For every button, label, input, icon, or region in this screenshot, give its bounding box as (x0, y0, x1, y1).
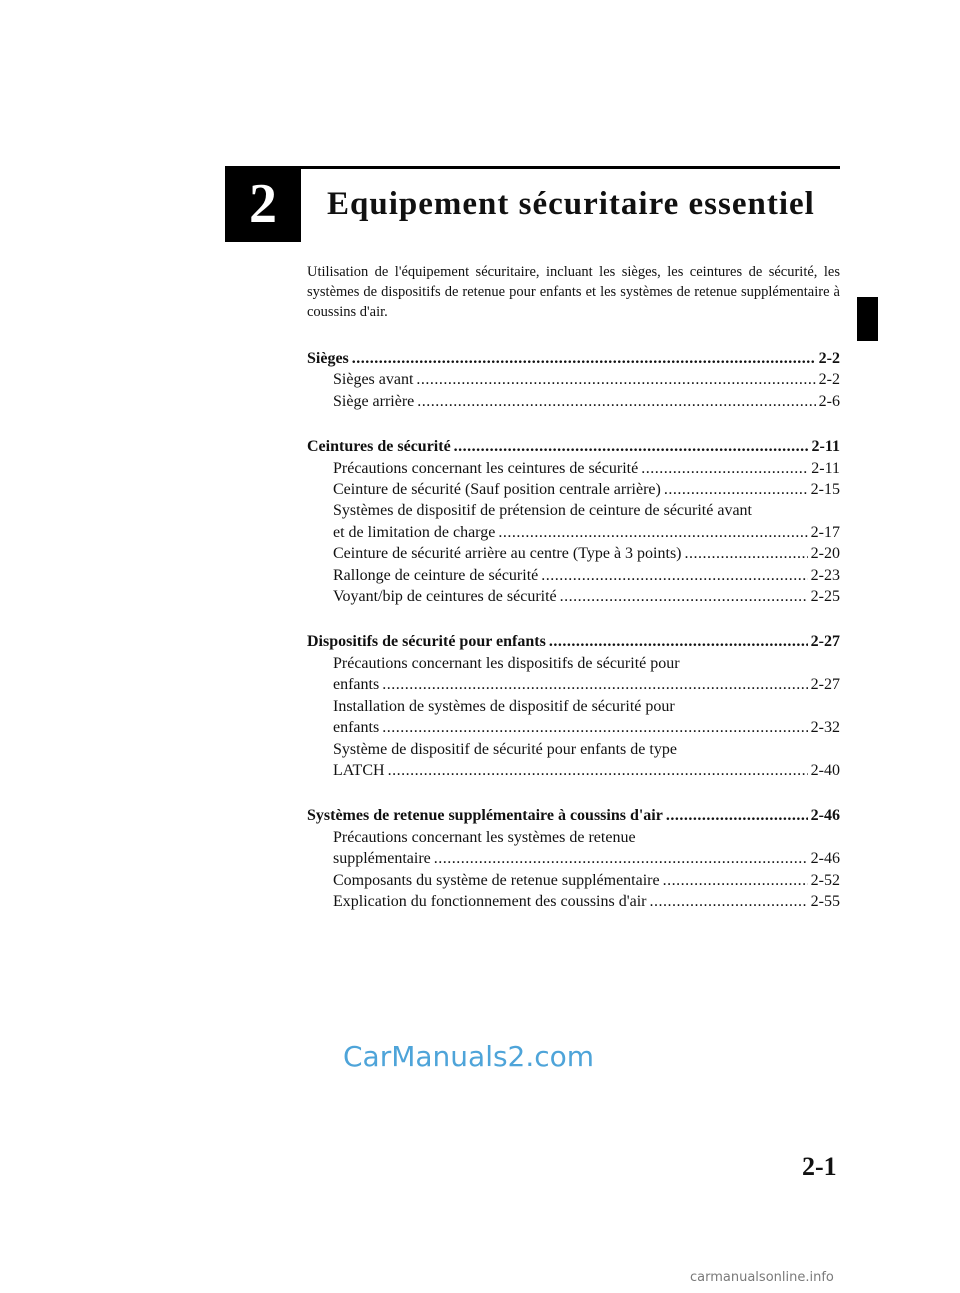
toc-entry-page: 2-2 (818, 350, 840, 367)
toc-entry-page: 2-2 (818, 371, 840, 389)
toc-entry-page: 2-32 (810, 719, 840, 737)
toc-entry-title: Ceinture de sécurité (Sauf position centrale arrière) (333, 481, 661, 499)
chapter-number: 2 (249, 173, 277, 235)
toc-entry-page: 2-23 (810, 566, 840, 584)
toc-leader (416, 369, 815, 390)
toc-entry-title: Précautions concernant les ceintures de sécurité (333, 459, 639, 477)
table-of-contents (307, 348, 840, 936)
toc-leader (382, 674, 807, 695)
toc-entry-page: 2-40 (810, 761, 840, 779)
toc-entry-page: 2-17 (810, 523, 840, 541)
toc-entry-title: Explication du fonctionnement des coussins d'air (333, 892, 647, 910)
toc-leader (382, 717, 807, 738)
toc-entry[interactable] (307, 479, 840, 500)
toc-entry[interactable] (307, 543, 840, 564)
toc-entry[interactable] (307, 436, 840, 457)
toc-entry-title: et de limitation de charge (333, 523, 496, 541)
toc-entry-page: 2-20 (810, 545, 840, 563)
toc-leader (560, 586, 808, 607)
toc-entry[interactable] (307, 348, 840, 369)
toc-leader (541, 565, 807, 586)
toc-leader (666, 805, 808, 826)
toc-leader (434, 848, 808, 869)
toc-entry-title-line1[interactable]: Précautions concernant les systèmes de retenue (333, 828, 636, 846)
header-rule (225, 166, 840, 169)
toc-entry-page: 2-55 (810, 892, 840, 910)
toc-entry-title: supplémentaire (333, 850, 431, 868)
toc-entry-title: Ceinture de sécurité arrière au centre (Type à 3 points) (333, 545, 682, 563)
toc-entry[interactable] (307, 848, 840, 869)
toc-entry-title: Ceintures de sécurité (307, 438, 451, 456)
toc-leader (388, 760, 808, 781)
toc-entry[interactable] (307, 391, 840, 412)
toc-section-coussins (307, 805, 840, 912)
toc-entry-title-line1[interactable]: Système de dispositif de sécurité pour enfants de type (333, 740, 677, 758)
toc-entry[interactable] (307, 458, 840, 479)
toc-entry-title-line1[interactable]: Systèmes de dispositif de prétension de ceinture de sécurité avant (333, 502, 752, 520)
toc-entry[interactable] (307, 760, 840, 781)
toc-entry-page: 2-15 (810, 481, 840, 499)
toc-entry[interactable] (307, 805, 840, 826)
toc-section-ceintures (307, 436, 840, 607)
toc-entry-title: Sièges (307, 350, 349, 367)
toc-section-sieges (307, 348, 840, 412)
toc-entry-page: 2-6 (818, 392, 840, 410)
watermark-logo: CarManuals2.com (343, 1040, 595, 1073)
toc-entry[interactable] (307, 631, 840, 652)
toc-entry-title: Sièges avant (333, 371, 414, 389)
toc-entry-title: Rallonge de ceinture de sécurité (333, 566, 539, 584)
toc-entry-title: enfants (333, 719, 380, 737)
footer-watermark: carmanualsonline.info (690, 1270, 834, 1285)
toc-entry-page: 2-11 (811, 459, 840, 477)
toc-leader (454, 436, 809, 457)
toc-entry-page: 2-52 (810, 871, 840, 889)
toc-entry-page: 2-11 (811, 438, 840, 456)
toc-entry-title-line1[interactable]: Installation de systèmes de dispositif de sécurité pour (333, 697, 675, 715)
toc-entry-page: 2-46 (810, 850, 840, 868)
chapter-title: Equipement sécuritaire essentiel (327, 186, 815, 222)
toc-leader (352, 348, 816, 369)
toc-section-dispositifs (307, 631, 840, 781)
toc-entry-page: 2-25 (810, 588, 840, 606)
toc-entry[interactable] (307, 891, 840, 912)
toc-leader (685, 543, 808, 564)
toc-entry[interactable] (307, 522, 840, 543)
toc-entry[interactable] (307, 369, 840, 390)
toc-leader (663, 870, 808, 891)
toc-entry-page: 2-27 (810, 676, 840, 694)
toc-leader (549, 631, 808, 652)
toc-entry[interactable] (307, 586, 840, 607)
toc-entry-title: LATCH (333, 761, 385, 779)
toc-leader (664, 479, 808, 500)
chapter-intro: Utilisation de l'équipement sécuritaire, incluant les sièges, les ceintures de sécurité, les systèmes de dispositifs de retenue pour enfants et les systèmes de retenue supplémentaire à coussins d'air. (307, 264, 840, 320)
toc-entry-title: enfants (333, 676, 380, 694)
toc-entry-title: Composants du système de retenue supplémentaire (333, 871, 660, 889)
toc-entry[interactable] (307, 674, 840, 695)
toc-entry[interactable] (307, 717, 840, 738)
page-number: 2-1 (802, 1152, 837, 1181)
toc-entry[interactable] (307, 870, 840, 891)
toc-entry-page: 2-27 (810, 633, 840, 651)
toc-entry-title: Siège arrière (333, 392, 415, 410)
toc-entry-page: 2-46 (810, 807, 840, 825)
toc-leader (649, 891, 807, 912)
toc-entry-title: Dispositifs de sécurité pour enfants (307, 633, 546, 651)
toc-leader (417, 391, 815, 412)
chapter-number-box (225, 166, 301, 242)
toc-entry-title-line1[interactable]: Précautions concernant les dispositifs de sécurité pour (333, 654, 680, 672)
toc-leader (498, 522, 807, 543)
toc-entry[interactable] (307, 565, 840, 586)
chapter-side-tab (857, 297, 878, 341)
toc-entry-title: Voyant/bip de ceintures de sécurité (333, 588, 557, 606)
toc-leader (641, 458, 808, 479)
toc-entry-title: Systèmes de retenue supplémentaire à coussins d'air (307, 807, 663, 825)
